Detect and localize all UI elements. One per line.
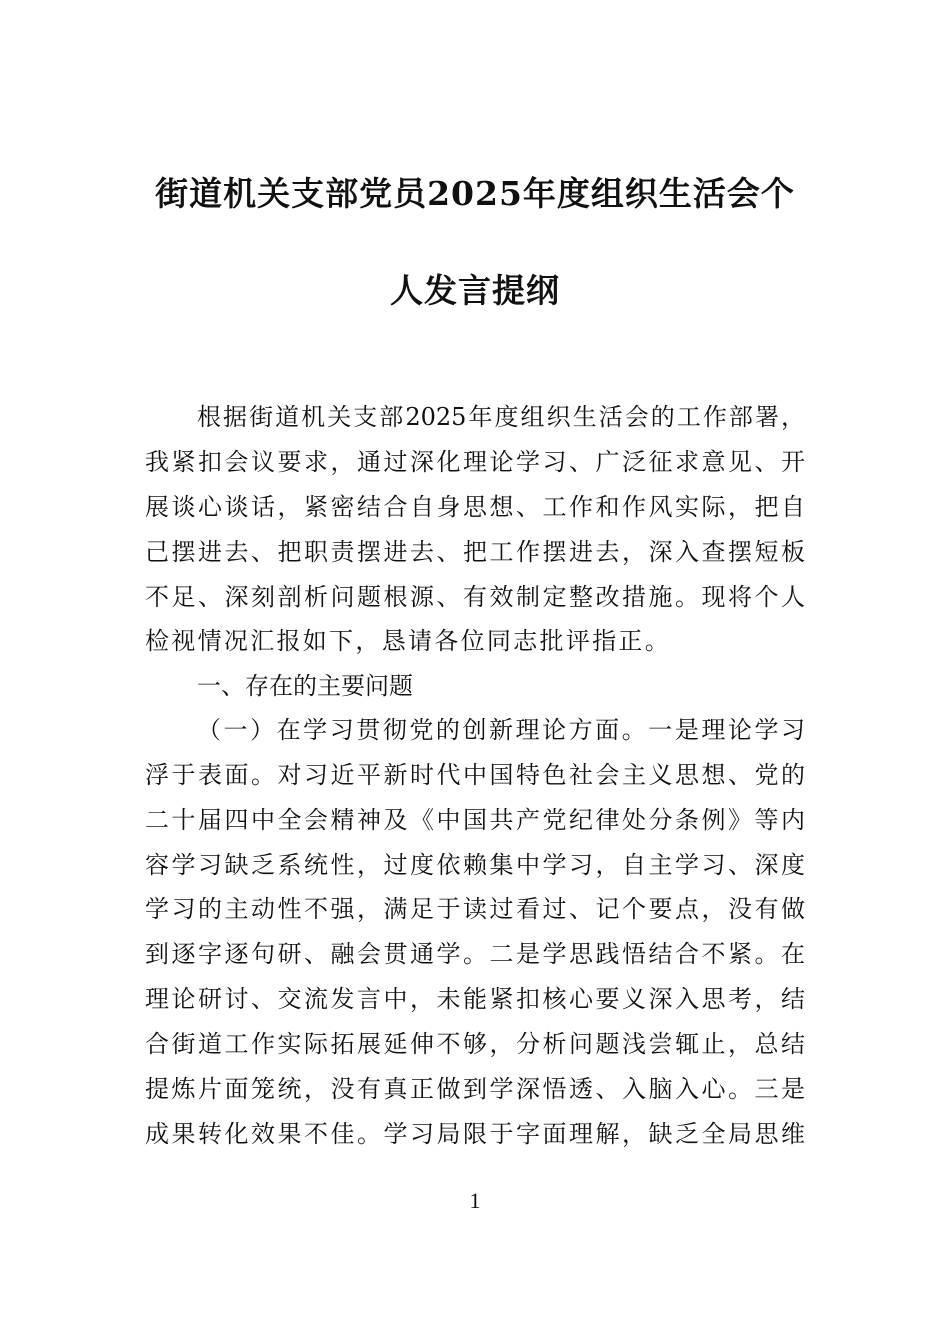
document-title-line-1: 街道机关支部党员2025年度组织生活会个 bbox=[155, 174, 795, 213]
document-title-line-2: 人发言提纲 bbox=[390, 271, 560, 310]
text-line: 到逐字逐句研、融会贯通学。二是学思践悟结合不紧。在 bbox=[145, 940, 805, 968]
text-line: 合街道工作实际拓展延伸不够，分析问题浅尝辄止，总结 bbox=[145, 1030, 805, 1058]
text-line: （一）在学习贯彻党的创新理论方面。一是理论学习 bbox=[197, 716, 805, 744]
section-heading: 一、存在的主要问题 bbox=[197, 672, 413, 700]
text-line: 理论研讨、交流发言中，未能紧扣核心要义深入思考，结 bbox=[145, 985, 805, 1013]
text-line: 我紧扣会议要求，通过深化理论学习、广泛征求意见、开 bbox=[145, 448, 805, 476]
page-number: 1 bbox=[469, 1188, 481, 1213]
text-line: 不足、深刻剖析问题根源、有效制定整改措施。现将个人 bbox=[145, 583, 805, 611]
text-line: 展谈心谈话，紧密结合自身思想、工作和作风实际，把自 bbox=[145, 493, 805, 521]
text-line: 成果转化效果不佳。学习局限于字面理解，缺乏全局思维 bbox=[145, 1120, 805, 1148]
text-line: 检视情况汇报如下，恳请各位同志批评指正。 bbox=[145, 627, 671, 655]
text-line: 二十届四中全会精神及《中国共产党纪律处分条例》等内 bbox=[145, 806, 805, 834]
text-line: 学习的主动性不强，满足于读过看过、记个要点，没有做 bbox=[145, 895, 805, 923]
text-line: 己摆进去、把职责摆进去、把工作摆进去，深入查摆短板 bbox=[145, 538, 805, 566]
text-line: 根据街道机关支部2025年度组织生活会的工作部署， bbox=[197, 403, 805, 431]
text-line: 浮于表面。对习近平新时代中国特色社会主义思想、党的 bbox=[145, 761, 805, 789]
text-line: 提炼片面笼统，没有真正做到学深悟透、入脑入心。三是 bbox=[145, 1075, 805, 1103]
text-line: 容学习缺乏系统性，过度依赖集中学习，自主学习、深度 bbox=[145, 851, 805, 879]
